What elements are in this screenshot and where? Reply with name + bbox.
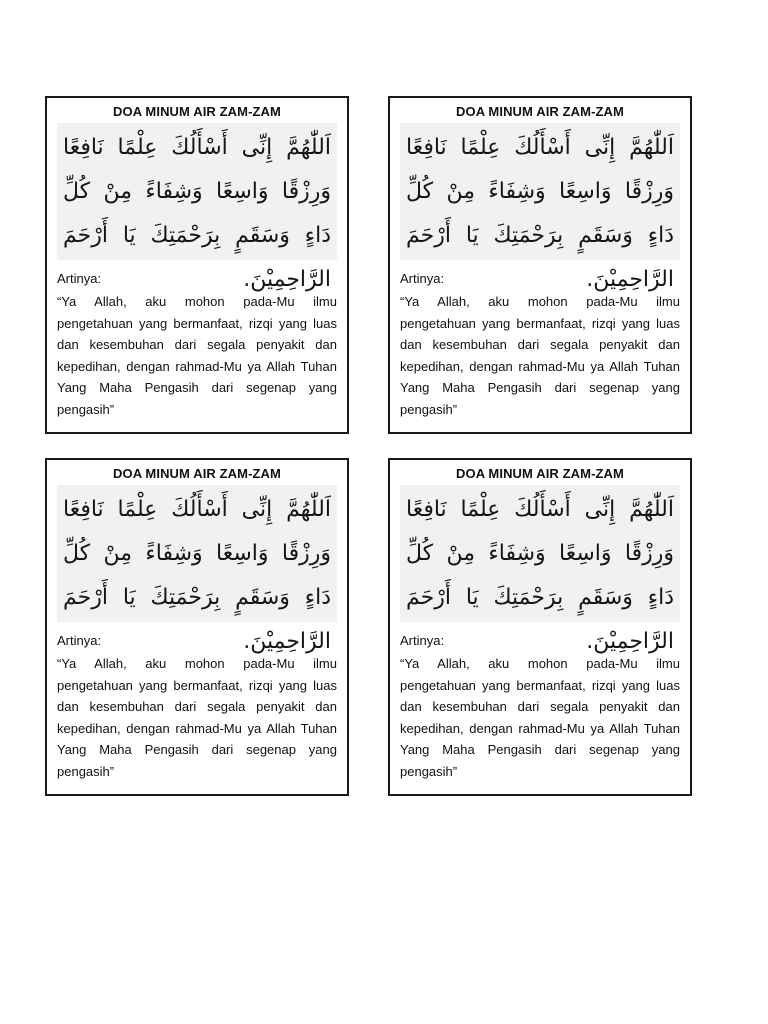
- translation-text: “Ya Allah, aku mohon pada-Mu ilmu pengetahuan yang bermanfaat, rizqi yang luas dan kesembuhan dari segala penyakit dan kepedihan, dengan rahmad-Mu ya Allah Tuhan Yang Maha Pengasih dari segenap yang pengasih”: [57, 294, 337, 417]
- arabic-prayer-text: اَللّٰهُمَّ إِنِّى أَسْأَلُكَ عِلْمًا نَافِعًا وَرِزْقًا وَاسِعًا وَشِفَاءً مِنْ كُلِّ دَاءٍ وَسَقَمٍ بِرَحْمَتِكَ يَا أَرْحَمَ الرَّاحِمِيْنَ.: [57, 485, 337, 622]
- arabic-prayer-text: اَللّٰهُمَّ إِنِّى أَسْأَلُكَ عِلْمًا نَافِعًا وَرِزْقًا وَاسِعًا وَشِفَاءً مِنْ كُلِّ دَاءٍ وَسَقَمٍ بِرَحْمَتِكَ يَا أَرْحَمَ الرَّاحِمِيْنَ.: [400, 485, 680, 622]
- translation-text: “Ya Allah, aku mohon pada-Mu ilmu pengetahuan yang bermanfaat, rizqi yang luas dan kesembuhan dari segala penyakit dan kepedihan, dengan rahmad-Mu ya Allah Tuhan Yang Maha Pengasih dari segenap yang pengasih”: [57, 656, 337, 779]
- arabic-prayer-text: اَللّٰهُمَّ إِنِّى أَسْأَلُكَ عِلْمًا نَافِعًا وَرِزْقًا وَاسِعًا وَشِفَاءً مِنْ كُلِّ دَاءٍ وَسَقَمٍ بِرَحْمَتِكَ يَا أَرْحَمَ الرَّاحِمِيْنَ.: [57, 123, 337, 260]
- translation-label: Artinya:: [57, 633, 102, 648]
- translation-text: “Ya Allah, aku mohon pada-Mu ilmu pengetahuan yang bermanfaat, rizqi yang luas dan kesembuhan dari segala penyakit dan kepedihan, dengan rahmad-Mu ya Allah Tuhan Yang Maha Pengasih dari segenap yang pengasih”: [400, 294, 680, 417]
- translation-label: Artinya:: [400, 271, 445, 286]
- card-title: DOA MINUM AIR ZAM-ZAM: [456, 104, 624, 119]
- translation-label: Artinya:: [57, 271, 102, 286]
- card-title: DOA MINUM AIR ZAM-ZAM: [113, 466, 281, 481]
- prayer-card: [388, 458, 692, 796]
- card-title: DOA MINUM AIR ZAM-ZAM: [456, 466, 624, 481]
- prayer-card: [45, 96, 349, 434]
- arabic-prayer-text: اَللّٰهُمَّ إِنِّى أَسْأَلُكَ عِلْمًا نَافِعًا وَرِزْقًا وَاسِعًا وَشِفَاءً مِنْ كُلِّ دَاءٍ وَسَقَمٍ بِرَحْمَتِكَ يَا أَرْحَمَ الرَّاحِمِيْنَ.: [400, 123, 680, 260]
- translation-text: “Ya Allah, aku mohon pada-Mu ilmu pengetahuan yang bermanfaat, rizqi yang luas dan kesembuhan dari segala penyakit dan kepedihan, dengan rahmad-Mu ya Allah Tuhan Yang Maha Pengasih dari segenap yang pengasih”: [400, 656, 680, 779]
- card-title: DOA MINUM AIR ZAM-ZAM: [113, 104, 281, 119]
- prayer-card: [388, 96, 692, 434]
- translation-label: Artinya:: [400, 633, 445, 648]
- prayer-card: [45, 458, 349, 796]
